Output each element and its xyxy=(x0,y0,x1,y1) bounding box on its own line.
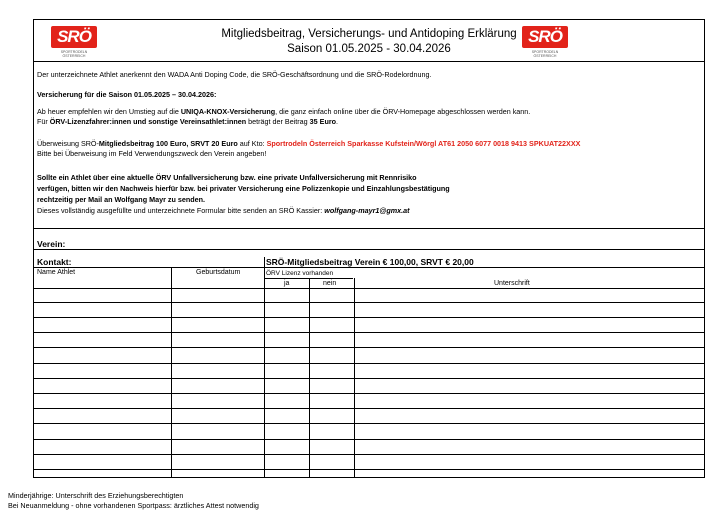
table-row xyxy=(34,393,704,394)
kassier-email[interactable]: wolfgang-mayr1@gmx.at xyxy=(324,206,410,215)
table-row xyxy=(34,317,704,318)
page-title xyxy=(34,27,704,57)
proof-line-1: Sollte ein Athlet über eine aktuelle ÖRV Unfallversicherung bzw. eine private Unfallversicherung mit Rennrisiko xyxy=(37,173,417,182)
verein-divider xyxy=(34,249,704,250)
verein-label: Verein: xyxy=(37,239,66,249)
insurance-fee: Für ÖRV-Lizenzfahrer:innen und sonstige Vereinsathlet:innen beträgt der Beitrag 35 Euro. xyxy=(37,117,339,126)
table-row xyxy=(34,408,704,409)
title-line-1: Mitgliedsbeitrag, Versicherungs- und Antidoping Erklärung xyxy=(221,28,517,40)
registration-form xyxy=(33,19,705,478)
table-column-divider xyxy=(309,278,310,477)
proof-line-2: verfügen, bitten wir den Nachweis hierfür bzw. bei privater Versicherung eine Polizzenkopie und Einzahlungsbestätigung xyxy=(37,184,450,193)
title-line-2: Saison 01.05.2025 - 30.04.2026 xyxy=(287,43,451,55)
col-header-signature: Unterschrift xyxy=(494,280,530,287)
uniqa-knox-name: UNIQA-KNOX-Versicherung xyxy=(180,107,276,116)
footer-minors-note: Minderjährige: Unterschrift des Erziehungsberechtigten xyxy=(8,491,184,500)
bank-account: Sportrodeln Österreich Sparkasse Kufstein/Wörgl AT61 2050 6077 0018 9413 SPKUAT22XXX xyxy=(266,139,581,148)
col-header-yes: ja xyxy=(284,280,290,287)
table-column-divider xyxy=(171,268,172,477)
table-row xyxy=(34,332,704,333)
col-header-name: Name Athlet xyxy=(37,269,76,276)
membership-fee: Mitgliedsbeitrag 100 Euro, SRVT 20 Euro xyxy=(98,139,238,148)
insurance-heading: Versicherung für die Saison 01.05.2025 – 30.04.2026: xyxy=(37,90,217,99)
kontakt-divider xyxy=(34,267,704,268)
transfer-note: Bitte bei Überweisung im Feld Verwendungszweck den Verein angeben! xyxy=(37,149,267,158)
transfer-info: Überweisung SRÖ-Mitgliedsbeitrag 100 Euro, SRVT 20 Euro auf Kto: Sportrodeln Österreich Sparkasse Kufstein/Wörgl AT61 2050 6077 0018 9413 SPKUAT22XXX xyxy=(37,139,581,148)
kontakt-label: Kontakt: xyxy=(37,257,72,267)
club-fee-label: SRÖ-Mitgliedsbeitrag Verein € 100,00, SRVT € 20,00 xyxy=(266,257,474,267)
sro-logo-tagline: SPORTRODELN ÖSTERREICH xyxy=(60,50,88,58)
header-divider xyxy=(34,61,704,62)
table-row xyxy=(34,423,704,424)
wada-declaration: Der unterzeichnete Athlet anerkennt den WADA Anti Doping Code, die SRÖ-Geschäftsordnung und die SRÖ-Rodelordnung. xyxy=(37,70,432,79)
table-column-divider xyxy=(354,278,355,477)
sro-logo-mark: SRÖ xyxy=(522,26,568,48)
sro-logo-mark: SRÖ xyxy=(51,26,97,48)
table-row xyxy=(34,347,704,348)
send-instructions: Dieses vollständig ausgefüllte und unterzeichnete Formular bitte senden an SRÖ Kassier: wolfgang-mayr1@gmx.at xyxy=(37,206,410,215)
table-row xyxy=(34,378,704,379)
sro-logo-tagline: SPORTRODELN ÖSTERREICH xyxy=(531,50,559,58)
table-column-divider xyxy=(264,257,265,477)
table-row xyxy=(34,363,704,364)
table-row xyxy=(34,288,704,289)
form-divider-top xyxy=(34,228,704,229)
col-header-license: ÖRV Lizenz vorhanden xyxy=(266,270,334,277)
col-header-no: nein xyxy=(323,280,337,287)
insurance-recommendation: Ab heuer empfehlen wir den Umstieg auf die UNIQA-KNOX-Versicherung, die ganz einfach online über die ÖRV-Homepage abgeschlossen werden kann. xyxy=(37,107,531,116)
table-row xyxy=(34,302,704,303)
col-header-birthdate: Geburtsdatum xyxy=(196,269,241,276)
table-row xyxy=(34,439,704,440)
insurance-amount: 35 Euro xyxy=(309,117,337,126)
table-row xyxy=(34,469,704,470)
footer-new-registration-note: Bei Neuanmeldung - ohne vorhandenen Sportpass: ärztliches Attest notwendig xyxy=(8,501,259,510)
proof-line-3: rechtzeitig per Mail an Wolfgang Mayr zu senden. xyxy=(37,195,206,204)
table-row xyxy=(34,454,704,455)
